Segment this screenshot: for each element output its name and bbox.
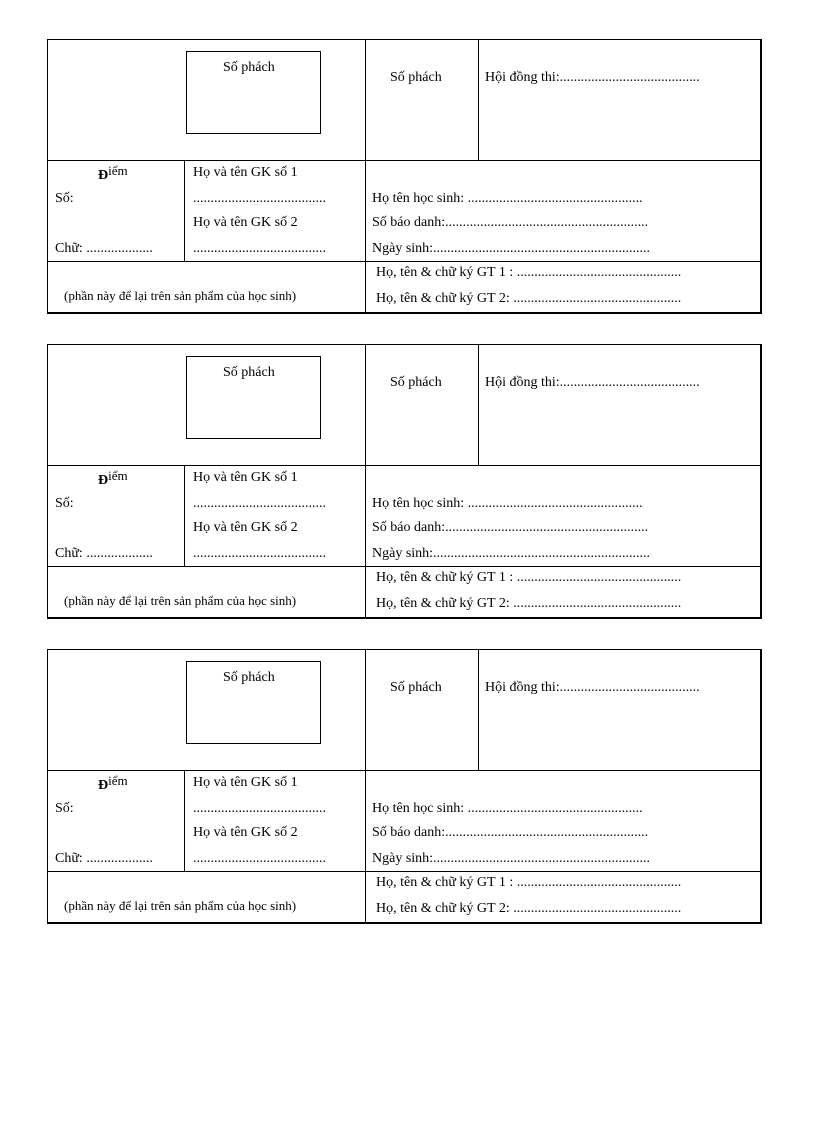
grader-1-field[interactable]: ...................................... [193,801,326,816]
row-divider-bottom [48,261,761,262]
proctor-2-field[interactable]: Họ, tên & chữ ký GT 2: ................................................ [376,901,682,916]
student-name-field[interactable]: Họ tên học sinh: .................................................. [372,801,643,816]
hoi-dong-thi-field[interactable]: Hội đồng thi:........................................ [485,70,700,85]
student-name-field[interactable]: Họ tên học sinh: .................................................. [372,496,643,511]
grader-2-field[interactable]: ...................................... [193,241,326,256]
grader-2-label: Họ và tên GK số 2 [193,520,298,535]
so-phach-box-label: Số phách [223,60,275,75]
grader-2-field[interactable]: ...................................... [193,851,326,866]
column-divider-top [478,345,479,465]
so-phach-box-label: Số phách [223,670,275,685]
so-phach-label: Số phách [390,70,442,85]
hoi-dong-thi-field[interactable]: Hội đồng thi:........................................ [485,375,700,390]
so-phach-box-label: Số phách [223,365,275,380]
row-divider-bottom [48,871,761,872]
diem-heading: $Đ^{iểm}$ [98,773,128,793]
keep-note: (phần này để lại trên sản phẩm của học sinh) [64,593,297,608]
score-number-field[interactable]: Số: [55,801,74,816]
proctor-2-field[interactable]: Họ, tên & chữ ký GT 2: ................................................ [376,291,682,306]
proctor-1-field[interactable]: Họ, tên & chữ ký GT 1 : ............................................... [376,265,682,280]
row-divider-top [48,160,761,161]
grader-1-field[interactable]: ...................................... [193,496,326,511]
grader-2-label: Họ và tên GK số 2 [193,825,298,840]
keep-note: (phần này để lại trên sản phẩm của học sinh) [64,288,297,303]
grader-2-label: Họ và tên GK số 2 [193,215,298,230]
score-words-field[interactable]: Chữ: ................... [55,241,153,256]
diem-heading: $Đ^{iểm}$ [98,468,128,488]
keep-note: (phần này để lại trên sản phẩm của học sinh) [64,898,297,913]
candidate-number-field[interactable]: Số báo danh:.......................................................... [372,520,649,535]
proctor-1-field[interactable]: Họ, tên & chữ ký GT 1 : ............................................... [376,875,682,890]
hoi-dong-thi-field[interactable]: Hội đồng thi:........................................ [485,680,700,695]
score-number-field[interactable]: Số: [55,496,74,511]
row-divider-top [48,465,761,466]
column-divider-score [184,770,185,871]
row-divider-top [48,770,761,771]
proctor-2-field[interactable]: Họ, tên & chữ ký GT 2: ................................................ [376,596,682,611]
score-number-field[interactable]: Số: [55,191,74,206]
diem-heading: $Đ^{iểm}$ [98,163,128,183]
row-divider-bottom [48,566,761,567]
student-name-field[interactable]: Họ tên học sinh: .................................................. [372,191,643,206]
candidate-number-field[interactable]: Số báo danh:.......................................................... [372,215,649,230]
so-phach-label: Số phách [390,680,442,695]
candidate-number-field[interactable]: Số báo danh:.......................................................... [372,825,649,840]
exam-slip-2 [47,344,762,619]
birth-date-field[interactable]: Ngày sinh:.............................................................. [372,241,651,256]
so-phach-label: Số phách [390,375,442,390]
grader-2-field[interactable]: ...................................... [193,546,326,561]
exam-slip-3 [47,649,762,924]
score-words-field[interactable]: Chữ: ................... [55,851,153,866]
column-divider-main [365,650,366,923]
exam-slip-1 [47,39,762,314]
birth-date-field[interactable]: Ngày sinh:.............................................................. [372,546,651,561]
grader-1-label: Họ và tên GK số 1 [193,775,298,790]
grader-1-field[interactable]: ...................................... [193,191,326,206]
column-divider-top [478,650,479,770]
column-divider-main [365,40,366,313]
proctor-1-field[interactable]: Họ, tên & chữ ký GT 1 : ............................................... [376,570,682,585]
grader-1-label: Họ và tên GK số 1 [193,165,298,180]
column-divider-top [478,40,479,160]
grader-1-label: Họ và tên GK số 1 [193,470,298,485]
column-divider-main [365,345,366,618]
birth-date-field[interactable]: Ngày sinh:.............................................................. [372,851,651,866]
column-divider-score [184,160,185,261]
column-divider-score [184,465,185,566]
score-words-field[interactable]: Chữ: ................... [55,546,153,561]
